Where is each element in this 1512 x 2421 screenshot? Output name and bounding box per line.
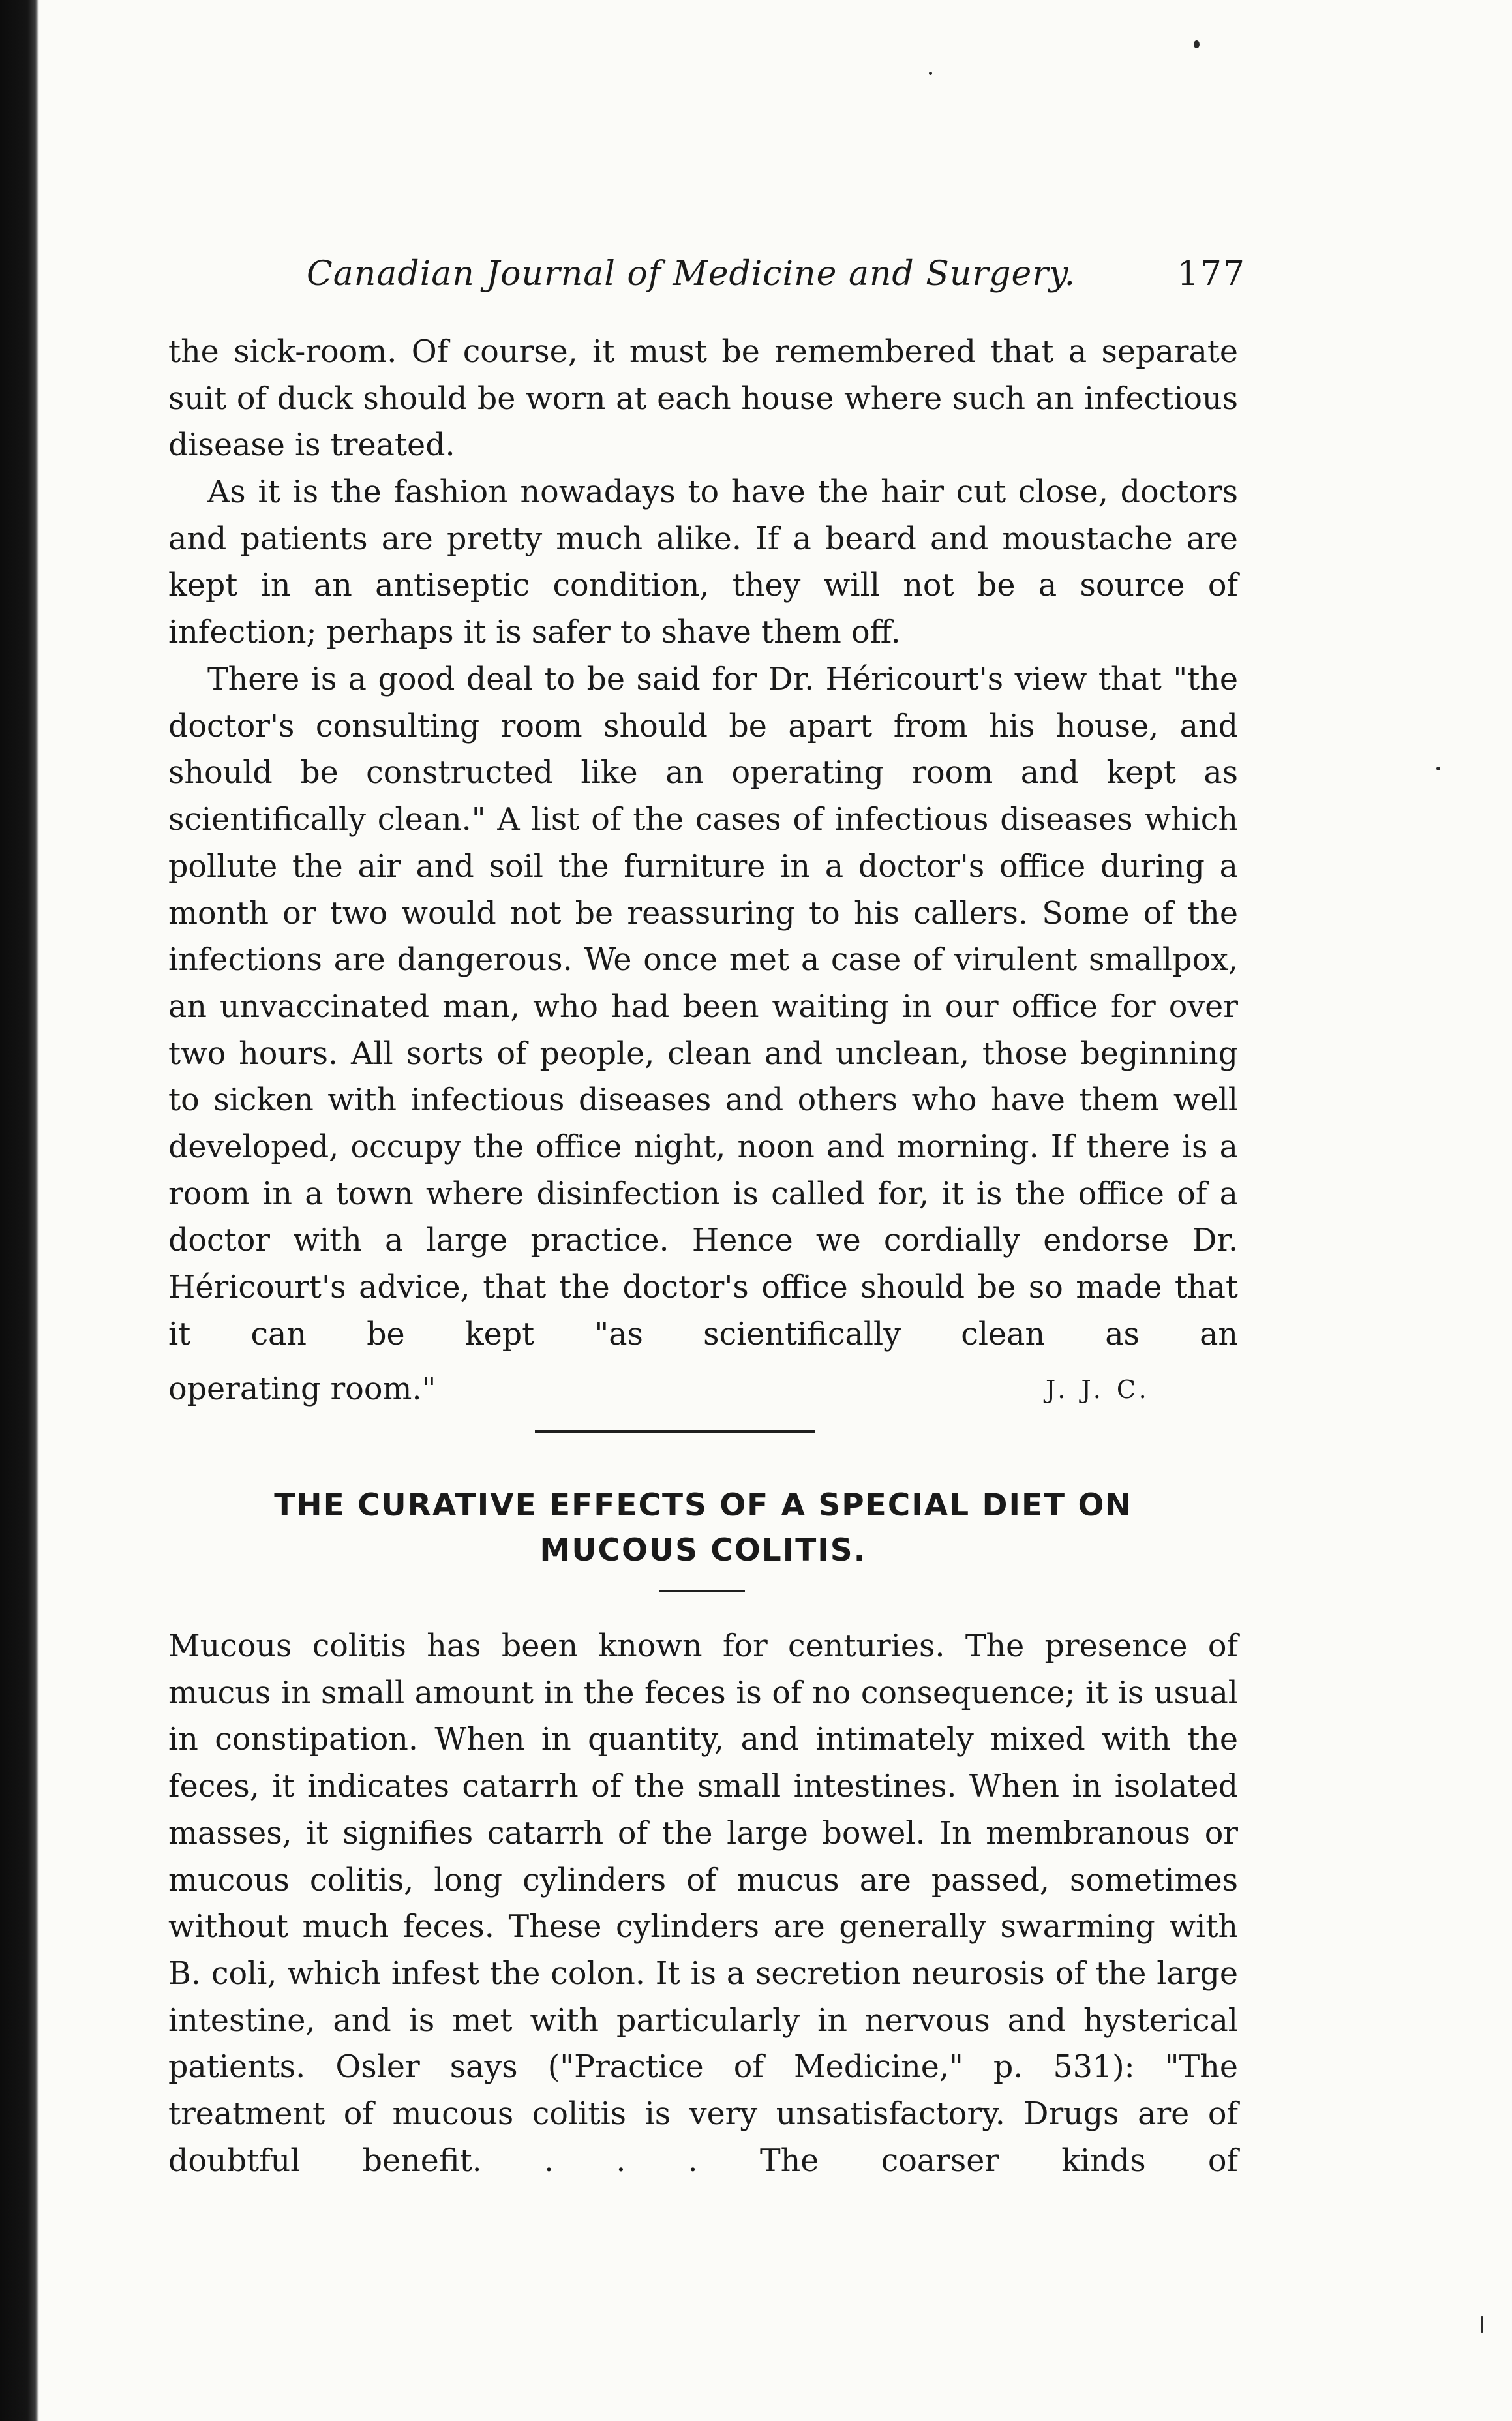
print-speck: [929, 72, 932, 75]
section-divider: [535, 1430, 815, 1433]
print-speck: [1194, 40, 1200, 48]
print-speck: [1436, 767, 1440, 770]
paragraph-end: operating room.": [168, 1371, 436, 1407]
article-body: Mucous colitis has been known for centuries. The presence of mucus in small amount in the feces is of no consequence; it is usual in constipation. When in quantity, and intimately mixed with the feces, it indicates catarrh of the small intestines. When in isolated masses, it signifies catarrh of the large bowel. In membranous or mucous colitis, long cylinders of mucus are passed, sometimes without much feces. These cylinders are generally swarming with B. coli, which infest the colon. It is a secretion neurosis of the large intestine, and is met with particularly in nervous and hysterical patients. Osler says ("Practice of Medicine," p. 531): "The treatment of mucous colitis is very unsatisfactory. Drugs are of doubtful benefit. . . . The coarser kinds of: [168, 1628, 1238, 2179]
author-initials: J. J. C.: [1046, 1375, 1151, 1404]
article-title-line-1: THE CURATIVE EFFECTS OF A SPECIAL DIET ON: [274, 1487, 1132, 1523]
page-number: 177: [1177, 254, 1246, 294]
article-title-line-2: MUCOUS COLITIS.: [539, 1532, 867, 1568]
paragraph-consulting-room: There is a good deal to be said for Dr. Héricourt's view that "the doctor's consulting room should be apart from his house, and should be constructed like an operating room and kept as scientifically clean." A list of the cases of infectious diseases which pollute the air and soil the furniture in a doctor's office during a month or two would not be reassuring to his callers. Some of the infections are dangerous. We once met a case of virulent smallpox, an unvaccinated man, who had been waiting in our office for over two hours. All sorts of people, clean and unclean, those beginning to sicken with infectious diseases and others who have them well developed, occupy the office night, noon and morning. If there is a room in a town where disinfection is called for, it is the office of a doctor with a large practice. Hence we cordially endorse Dr. Héricourt's advice, that the doctor's office should be so made that it can be kept "as scientifically clean as an: [168, 662, 1238, 1352]
journal-title: Canadian Journal of Medicine and Surgery.: [307, 254, 1076, 294]
paragraph-continued: the sick-room. Of course, it must be remembered that a separate suit of duck should be worn at each house where such an infectious disease is treated.: [168, 334, 1238, 464]
title-rule: [659, 1590, 745, 1592]
running-head: [307, 254, 1292, 307]
page-binding-shadow: [0, 0, 39, 2421]
paragraph-hair: As it is the fashion nowadays to have the hair cut close, doctors and patients are pretty much alike. If a beard and moustache are kept in an antiseptic condition, they will not be a source of infection; perhaps it is safer to shave them off.: [168, 474, 1238, 651]
print-speck: [1481, 2316, 1483, 2333]
closing-line: [168, 1366, 1238, 1413]
